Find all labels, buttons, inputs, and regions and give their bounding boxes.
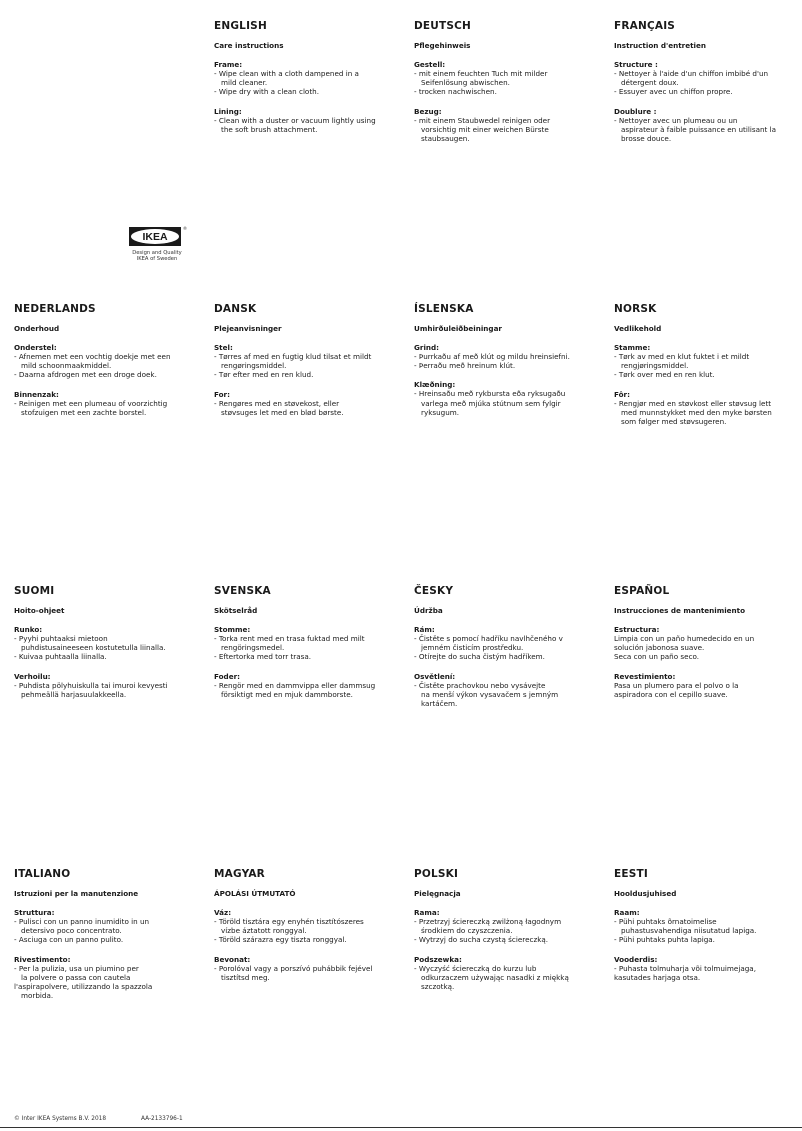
language-block xyxy=(14,868,194,1000)
section-title: Gestell: xyxy=(414,60,446,69)
care-section xyxy=(614,60,794,97)
section-title: Structure : xyxy=(614,60,658,69)
care-section xyxy=(214,60,394,97)
care-subtitle: ÁPOLÁSI ÚTMUTATÓ xyxy=(214,889,296,898)
section-title: Verhoilu: xyxy=(14,671,51,681)
language-block xyxy=(14,585,194,699)
care-section xyxy=(614,908,794,945)
section-title: Váz: xyxy=(214,908,232,917)
language-heading: DANSK xyxy=(214,303,257,315)
instruction-line: jemném čisticím prostředku. xyxy=(421,643,524,653)
section-title: Estructura: xyxy=(614,625,660,634)
language-heading: ENGLISH xyxy=(214,20,267,32)
section-title: Frame: xyxy=(214,60,243,69)
section-title: Stel: xyxy=(214,343,233,352)
language-block xyxy=(214,20,394,134)
language-heading: EESTI xyxy=(614,868,648,880)
section-title: Foder: xyxy=(214,671,240,681)
instruction-line: - Tørres af med en fugtig klud tilsat et mildt xyxy=(214,352,372,361)
instruction-line: - mit einem Staubwedel reinigen oder xyxy=(414,115,551,125)
language-block xyxy=(14,303,194,417)
instruction-line: - Þerraðu með hreinum klút. xyxy=(414,361,516,371)
language-heading: POLSKI xyxy=(414,868,459,880)
care-subtitle: Pielęgnacja xyxy=(414,889,461,898)
instruction-line: puhastusvahendiga niisutatud lapiga. xyxy=(621,926,757,936)
section-title: Onderstel: xyxy=(14,343,57,352)
instruction-line: - Essuyer avec un chiffon propre. xyxy=(614,87,733,97)
instruction-line: vorsichtig mit einer weichen Bürste xyxy=(421,124,549,134)
section-title: Rama: xyxy=(414,908,440,917)
instruction-line: - Porolóval vagy a porszívó puhábbik fejével xyxy=(214,963,373,973)
care-subtitle: Care instructions xyxy=(214,41,284,50)
section-title: Bezug: xyxy=(414,106,442,116)
language-heading: MAGYAR xyxy=(214,868,265,880)
care-section xyxy=(14,343,194,380)
care-section xyxy=(214,955,394,982)
instruction-line: brosse douce. xyxy=(621,134,672,144)
instruction-line: aspirateur à faible puissance en utilisant la xyxy=(621,124,777,134)
instruction-line: - Pyyhi puhtaaksi mietoon xyxy=(14,634,108,643)
registered-mark: ® xyxy=(183,226,187,231)
instruction-line: aspiradora con el cepillo suave. xyxy=(614,689,728,699)
instruction-line: morbida. xyxy=(21,991,54,1001)
instruction-line: - Rengøres med en støvekost, eller xyxy=(214,398,340,408)
logo-caption-2: IKEA of Sweden xyxy=(136,256,178,263)
instruction-line: la polvere o passa con cautela xyxy=(21,972,131,982)
language-block xyxy=(614,20,794,143)
care-section xyxy=(214,672,394,699)
care-section xyxy=(14,672,194,699)
section-title: Doublure : xyxy=(614,106,657,116)
language-block xyxy=(614,585,794,699)
instruction-line: - Pulisci con un panno inumidito in un xyxy=(14,917,150,926)
instruction-line: stofzuigen met een zachte borstel. xyxy=(21,407,147,417)
care-section xyxy=(214,390,394,417)
footer-rule xyxy=(0,1127,802,1128)
instruction-line: - Per la pulizia, usa un piumino per xyxy=(14,963,139,973)
section-title: Runko: xyxy=(14,625,43,634)
care-section xyxy=(614,343,794,380)
language-heading: NEDERLANDS xyxy=(14,303,96,315)
footer-copyright: © Inter IKEA Systems B.V. 2018 xyxy=(14,1116,107,1122)
instruction-line: detersivo poco concentrato. xyxy=(21,926,122,936)
language-block xyxy=(414,585,594,708)
care-section xyxy=(214,625,394,662)
instruction-line: środkiem do czyszczenia. xyxy=(421,926,513,936)
instruction-line: the soft brush attachment. xyxy=(221,124,318,134)
instruction-line: kasutades harjaga otsa. xyxy=(614,972,701,982)
instruction-line: - Puhdista pölyhuiskulla tai imuroi kevyesti xyxy=(14,680,168,690)
section-title: Struttura: xyxy=(14,908,55,917)
instruction-line: - Nettoyer avec un plumeau ou un xyxy=(614,115,738,125)
language-block xyxy=(214,303,394,417)
instruction-line: - Tørk av med en klut fuktet i et mildt xyxy=(614,352,750,361)
instruction-line: som følger med støvsugeren. xyxy=(621,417,727,427)
instruction-line: - Þurrkaðu af með klút og mildu hreinsiefni. xyxy=(414,352,570,361)
logo-wordmark: IKEA xyxy=(142,231,168,244)
care-section xyxy=(414,343,594,370)
care-subtitle: Pflegehinweis xyxy=(414,41,471,50)
instruction-line: - Otírejte do sucha čistým hadříkem. xyxy=(414,652,545,662)
instruction-line: - Daarna afdrogen met een droge doek. xyxy=(14,370,157,380)
section-title: Stamme: xyxy=(614,343,651,352)
instruction-line: støvsuges let med en blød børste. xyxy=(221,407,344,417)
instruction-line: kartáčem. xyxy=(421,699,458,709)
instruction-line: - trocken nachwischen. xyxy=(414,87,497,97)
language-heading: NORSK xyxy=(614,303,657,315)
instruction-line: - Tør efter med en ren klud. xyxy=(214,370,314,380)
instruction-line: - Töröld szárazra egy tiszta ronggyal. xyxy=(214,935,347,945)
instruction-line: - Asciuga con un panno pulito. xyxy=(14,935,124,945)
instruction-line: - Wipe clean with a cloth dampened in a xyxy=(214,69,359,78)
instruction-line: - Töröld tisztára egy enyhén tisztítószeres xyxy=(214,917,364,926)
section-title: Klæðning: xyxy=(414,380,456,390)
care-subtitle: Vedlikehold xyxy=(614,324,662,333)
care-section xyxy=(14,390,194,417)
language-heading: ÍSLENSKA xyxy=(414,303,474,315)
instruction-line: - Kuivaa puhtaalla liinalla. xyxy=(14,652,107,662)
language-block xyxy=(614,303,794,426)
language-block xyxy=(414,868,594,991)
instruction-line: rengöringsmedel. xyxy=(221,643,285,653)
instruction-line: solución jabonosa suave. xyxy=(614,643,705,653)
instruction-line: - Wytrzyj do sucha czystą ściereczką. xyxy=(414,935,549,945)
instruction-line: mild cleaner. xyxy=(221,78,268,88)
ikea-logo-icon xyxy=(127,224,187,248)
instruction-line: Seifenlösung abwischen. xyxy=(421,78,510,88)
instruction-line: - Afnemen met een vochtig doekje met een xyxy=(14,352,171,361)
instruction-line: försiktigt med en mjuk dammborste. xyxy=(221,689,353,699)
care-section xyxy=(414,625,594,662)
section-title: Rám: xyxy=(414,625,435,634)
instruction-line: rengøringsmiddel. xyxy=(221,361,287,371)
care-section xyxy=(14,625,194,662)
instruction-line: na menší výkon vysavačem s jemným xyxy=(421,689,559,699)
instruction-line: l'aspirapolvere, utilizzando la spazzola xyxy=(14,982,153,992)
instruction-line: - Reinigen met een plumeau of voorzichtig xyxy=(14,398,168,408)
language-heading: SUOMI xyxy=(14,585,55,597)
instruction-line: puhdistusaineeseen kostutetulla liinalla. xyxy=(21,643,166,653)
care-section xyxy=(414,107,594,144)
instruction-line: staubsaugen. xyxy=(421,134,470,144)
language-block xyxy=(214,868,394,982)
care-section xyxy=(414,908,594,945)
care-section xyxy=(614,107,794,144)
language-heading: DEUTSCH xyxy=(414,20,472,32)
care-subtitle: Istruzioni per la manutenzione xyxy=(14,889,139,898)
instruction-line: Pasa un plumero para el polvo o la xyxy=(614,680,739,690)
instruction-line: - Rengjør med en støvkost eller støvsug lett xyxy=(614,398,772,408)
instruction-line: med munnstykket med den myke børsten xyxy=(621,407,772,417)
language-heading: SVENSKA xyxy=(214,585,271,597)
instruction-line: pehmeällä harjasuulakkeella. xyxy=(21,689,127,699)
section-title: Bevonat: xyxy=(214,954,251,964)
section-title: Stomme: xyxy=(214,625,251,634)
care-section xyxy=(214,908,394,945)
care-section xyxy=(414,60,594,97)
section-title: Binnenzak: xyxy=(14,389,59,399)
care-section xyxy=(614,625,794,662)
care-subtitle: Onderhoud xyxy=(14,324,60,333)
section-title: Vooderdis: xyxy=(614,954,658,964)
instruction-line: odkurzaczem używając nasadki z miękką xyxy=(421,972,569,982)
language-block xyxy=(614,868,794,982)
care-section xyxy=(214,107,394,134)
instruction-line: - Pühi puhtaks õrnatoimelise xyxy=(614,917,717,926)
care-subtitle: Hooldusjuhised xyxy=(614,889,677,898)
language-heading: ITALIANO xyxy=(14,868,71,880)
instruction-line: - mit einem feuchten Tuch mit milder xyxy=(414,69,548,78)
instruction-line: vízbe áztatott ronggyal. xyxy=(221,926,307,936)
instruction-line: - Przetrzyj ściereczką zwilżoną łagodnym xyxy=(414,917,562,926)
instruction-line: varlega með mjúka stútnum sem fylgir xyxy=(421,398,561,408)
instruction-line: rengjøringsmiddel. xyxy=(621,361,689,371)
instruction-line: - Čistěte prachovkou nebo vysávejte xyxy=(414,680,546,690)
instruction-line: - Pühi puhtaks puhta lapiga. xyxy=(614,935,715,945)
care-subtitle: Hoito-ohjeet xyxy=(14,606,65,615)
language-heading: ESPAÑOL xyxy=(614,585,670,597)
instruction-line: - Clean with a duster or vacuum lightly using xyxy=(214,115,376,125)
language-heading: ČESKY xyxy=(414,585,454,597)
language-block xyxy=(414,303,594,417)
section-title: Grind: xyxy=(414,343,440,352)
footer-doc-code: AA-2133796-1 xyxy=(141,1116,183,1122)
instruction-line: - Wipe dry with a clean cloth. xyxy=(214,87,319,97)
section-title: Podszewka: xyxy=(414,954,462,964)
care-subtitle: Plejeanvisninger xyxy=(214,324,282,333)
care-subtitle: Údržba xyxy=(414,606,443,615)
instruction-line: - Nettoyer à l'aide d'un chiffon imbibé d'un xyxy=(614,69,769,78)
instruction-line: ryksugum. xyxy=(421,407,460,417)
section-title: Lining: xyxy=(214,106,242,116)
care-subtitle: Skötselråd xyxy=(214,606,258,615)
instruction-line: - Eftertorka med torr trasa. xyxy=(214,652,312,662)
instruction-line: - Torka rent med en trasa fuktad med milt xyxy=(214,634,365,643)
care-section xyxy=(614,672,794,699)
language-heading: FRANÇAIS xyxy=(614,20,676,32)
instruction-line: Seca con un paño seco. xyxy=(614,652,700,662)
instruction-line: - Puhasta tolmuharja või tolmuimejaga, xyxy=(614,963,756,973)
instruction-line: Limpia con un paño humedecido en un xyxy=(614,634,755,643)
instruction-line: détergent doux. xyxy=(621,78,679,88)
ikea-logo xyxy=(127,224,187,262)
care-section xyxy=(414,672,594,709)
instruction-line: tisztítsd meg. xyxy=(221,972,270,982)
logo-caption-1: Design and Quality xyxy=(132,250,182,256)
instruction-line: - Čistěte s pomocí hadříku navlhčeného v xyxy=(414,634,563,643)
section-title: Osvětlení: xyxy=(414,671,456,681)
care-section xyxy=(14,955,194,1001)
section-title: Revestimiento: xyxy=(614,671,676,681)
instruction-line: szczotką. xyxy=(421,982,455,992)
language-block xyxy=(214,585,394,699)
section-title: Raam: xyxy=(614,908,640,917)
care-section xyxy=(14,908,194,945)
section-title: For: xyxy=(214,389,230,399)
care-subtitle: Umhirðuleiðbeiningar xyxy=(414,324,502,333)
care-subtitle: Instrucciones de mantenimiento xyxy=(614,606,746,615)
instruction-line: mild schoonmaakmiddel. xyxy=(21,361,112,371)
care-section xyxy=(214,343,394,380)
care-subtitle: Instruction d'entretien xyxy=(614,41,706,50)
section-title: Fôr: xyxy=(614,389,630,399)
instruction-line: - Wyczyść ściereczką do kurzu lub xyxy=(414,963,537,973)
care-section xyxy=(614,390,794,427)
instruction-line: - Rengör med en dammvippa eller dammsug xyxy=(214,680,376,690)
instruction-line: - Tørk over med en ren klut. xyxy=(614,370,715,380)
section-title: Rivestimento: xyxy=(14,954,71,964)
instruction-line: - Hreinsaðu með rykbursta eða ryksugaðu xyxy=(414,389,566,399)
language-block xyxy=(414,20,594,143)
care-section xyxy=(614,955,794,982)
care-section xyxy=(414,380,594,417)
care-section xyxy=(414,955,594,992)
